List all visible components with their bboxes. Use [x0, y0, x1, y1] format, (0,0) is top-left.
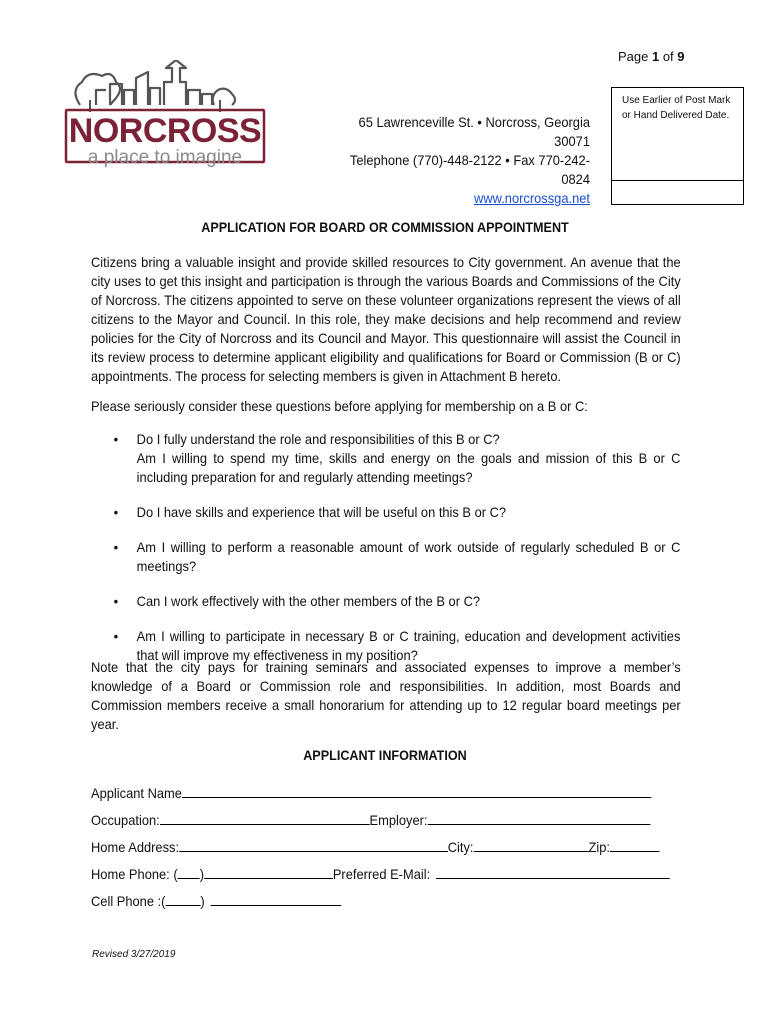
occupation-row	[91, 811, 650, 828]
cell-phone-field[interactable]	[210, 892, 341, 906]
cell-phone-row: Cell Phone :( )	[91, 892, 341, 909]
address-line: 65 Lawrenceville St. • Norcross, Georgia 30071	[358, 114, 590, 149]
zip-label: Zip:	[588, 839, 610, 855]
home-phone-row: Home Phone: ( ) Preferred E-Mail:	[91, 865, 669, 882]
postmark-instruction: Use Earlier of Post Mark	[622, 95, 731, 106]
logo-tagline: a place to imagine	[87, 147, 243, 168]
address-block	[342, 113, 590, 208]
city-label: City:	[447, 839, 474, 855]
document-title: APPLICATION FOR BOARD OR COMMISSION APPOINTMENT	[201, 219, 569, 235]
question-item: • Do I have skills and experience that will be useful on this B or C?	[110, 503, 680, 522]
postmark-date-line[interactable]	[612, 180, 743, 181]
applicant-name-label: Applicant Name	[91, 785, 182, 801]
question-item: • Am I willing to participate in necessary B or C training, education and development activities that will improve my effectiveness in my position?	[110, 627, 680, 665]
applicant-name-field[interactable]	[182, 784, 651, 798]
question-item: • Can I work effectively with the other members of the B or C?	[110, 592, 680, 611]
home-phone-area-field[interactable]	[178, 865, 200, 879]
city-field[interactable]	[473, 838, 588, 852]
employer-field[interactable]	[427, 811, 650, 825]
email-field[interactable]	[436, 865, 670, 879]
zip-field[interactable]	[610, 838, 660, 852]
applicant-name-row	[91, 784, 651, 801]
cell-phone-area-field[interactable]	[165, 892, 200, 906]
website-link[interactable]: www.norcrossga.net	[474, 190, 590, 206]
home-phone-label: Home Phone: (	[91, 866, 178, 882]
postmark-date-box	[611, 87, 744, 205]
home-address-row	[91, 838, 660, 855]
occupation-label: Occupation:	[91, 812, 160, 828]
revised-date: Revised 3/27/2019	[92, 949, 176, 960]
employer-label: Employer:	[369, 812, 428, 828]
occupation-field[interactable]	[160, 811, 370, 825]
question-list	[110, 430, 680, 681]
email-label: Preferred E-Mail:	[332, 866, 431, 882]
postmark-instruction-2: or Hand Delivered Date.	[622, 110, 730, 121]
home-address-field[interactable]	[179, 838, 448, 852]
intro-paragraph: Citizens bring a valuable insight and provide skilled resources to City government. An avenue that the city uses to get this insight and participation is through the various Boards and Commissions of the City of Norcross. The citizens appointed to serve on these volunteer organizations represent the views of all citizens to the Mayor and Council. In this role, they make decisions and help recommend and review policies for the City of Norcross and its Council and Mayor. This questionnaire will assist the Council in its review process to determine applicant eligibility and qualifications for Board or Commission (B or C) appointments. The process for selecting members is given in Attachment B hereto.	[91, 254, 681, 384]
home-phone-field[interactable]	[204, 865, 333, 879]
home-address-label: Home Address:	[91, 839, 180, 855]
consider-prompt: Please seriously consider these questions before applying for membership on a B or C:	[91, 398, 588, 414]
applicant-info-heading: APPLICANT INFORMATION	[303, 747, 467, 763]
page-current: 1	[651, 49, 660, 64]
cell-phone-label: Cell Phone :(	[91, 893, 166, 909]
page-number: Page 1 of 9	[618, 49, 685, 64]
logo-wordmark: NORCROSS	[68, 112, 262, 150]
honorarium-note: Note that the city pays for training seminars and associated expenses to improve a member’s knowledge of a Board or Commission role and responsibilities. In addition, most Boards and Commission members receive a small honorarium for attending up to 12 regular board meetings per year.	[91, 659, 681, 732]
question-item: • Am I willing to perform a reasonable amount of work outside of regularly scheduled B or C meetings?	[110, 538, 680, 576]
question-item: • Do I fully understand the role and responsibilities of this B or C? Am I willing to spend my time, skills and energy on the goals and mission of this B or C including preparation for and regularly attending meetings?	[110, 430, 680, 487]
page-total: 9	[677, 49, 685, 64]
telephone-line: Telephone (770)-448-2122 • Fax 770-242-0824	[349, 152, 590, 187]
